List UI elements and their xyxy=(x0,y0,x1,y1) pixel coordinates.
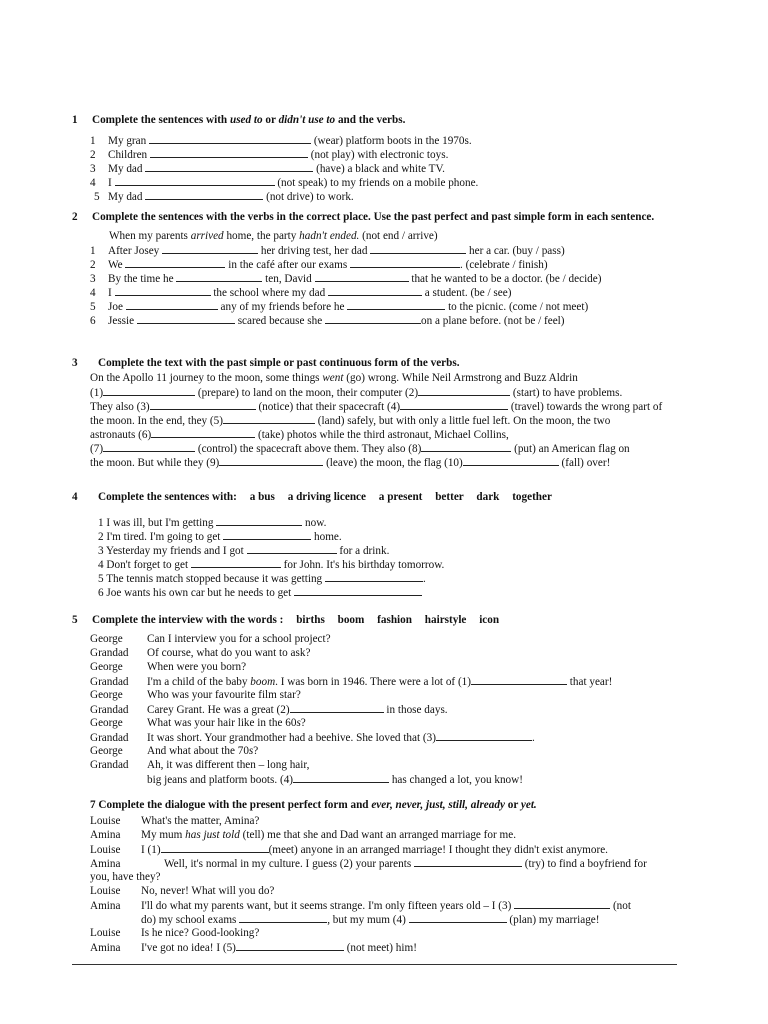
answer-blank[interactable] xyxy=(162,243,258,254)
answer-blank[interactable] xyxy=(216,515,302,526)
dialogue-line: you, have they? xyxy=(90,870,161,883)
word-option: hairstyle xyxy=(424,614,467,626)
list-item: 4 I the school where my dad a student. (be / see) xyxy=(90,286,512,299)
dialogue-line: Amina My mum has just told (tell) me that she and Dad want an arranged marriage for me. xyxy=(90,828,516,841)
exercise-7-heading: 7 Complete the dialogue with the present perfect form and ever, never, just, still, already or yet. xyxy=(90,799,537,811)
exercise-4 xyxy=(72,491,717,599)
dialogue-line: Louise I (1) (meet) anyone in an arranged marriage! I thought they didn't exist anymore. xyxy=(90,843,608,856)
list-item: 4 I (not speak) to my friends on a mobile phone. xyxy=(90,176,479,189)
answer-blank[interactable] xyxy=(223,413,315,424)
word-option: better xyxy=(435,491,464,503)
word-option: together xyxy=(512,491,552,503)
dialogue-line: Louise No, never! What will you do? xyxy=(90,884,275,897)
answer-blank[interactable] xyxy=(150,147,308,158)
answer-blank[interactable] xyxy=(145,161,313,172)
answer-blank[interactable] xyxy=(247,543,337,554)
answer-blank[interactable] xyxy=(125,257,225,268)
dialogue-line: George Can I interview you for a school project? xyxy=(90,632,331,645)
word-option: fashion xyxy=(377,614,412,626)
dialogue-line: George What was your hair like in the 60s? xyxy=(90,716,306,729)
exercise-1 xyxy=(72,114,717,203)
dialogue-line: Amina I'll do what my parents want, but it seems strange. I'm only fifteen years old – I (3) (not xyxy=(90,899,631,912)
answer-blank[interactable] xyxy=(145,189,263,200)
word-option: a present xyxy=(378,491,423,503)
answer-blank[interactable] xyxy=(115,285,211,296)
list-item: 3 My dad (have) a black and white TV. xyxy=(90,162,445,175)
answer-blank[interactable] xyxy=(294,585,422,596)
answer-blank[interactable] xyxy=(290,702,384,713)
answer-blank[interactable] xyxy=(418,385,510,396)
exercise-7 xyxy=(72,799,717,954)
example-sentence: When my parents arrived home, the party hadn't ended. (not end / arrive) xyxy=(109,229,438,242)
dialogue-line: George And what about the 70s? xyxy=(90,744,259,757)
dialogue-line: Amina I've got no idea! I (5) (not meet) him! xyxy=(90,941,417,954)
answer-blank[interactable] xyxy=(103,441,195,452)
word-option: dark xyxy=(476,491,500,503)
exercise-4-heading: 4 Complete the sentences with: a bus a driving licence a present better dark together xyxy=(72,491,552,503)
answer-blank[interactable] xyxy=(223,529,311,540)
dialogue-line: Grandad I'm a child of the baby boom. I was born in 1946. There were a lot of (1) that year! xyxy=(90,675,613,688)
answer-blank[interactable] xyxy=(414,856,522,867)
answer-blank[interactable] xyxy=(325,571,423,582)
list-item: 6 Joe wants his own car but he needs to get xyxy=(98,585,717,599)
answer-blank[interactable] xyxy=(409,912,507,923)
answer-blank[interactable] xyxy=(191,557,281,568)
exercise-2-heading: 2 Complete the sentences with the verbs in the correct place. Use the past perfect and past simple form in each sentence. xyxy=(72,211,655,223)
list-item: 2 We in the café after our exams . (celebrate / finish) xyxy=(90,258,548,271)
exercise-5 xyxy=(72,614,717,786)
answer-blank[interactable] xyxy=(150,399,256,410)
word-option: icon xyxy=(479,614,500,626)
word-option: boom xyxy=(337,614,365,626)
answer-blank[interactable] xyxy=(421,441,511,452)
interview-dialogue xyxy=(72,632,717,786)
answer-blank[interactable] xyxy=(161,842,269,853)
exercise-3 xyxy=(72,357,717,469)
list-item: 3 Yesterday my friends and I got for a drink. xyxy=(98,544,390,557)
exercise-1-items xyxy=(72,133,717,203)
exercise-number: 1 xyxy=(72,114,78,126)
dialogue-line: big jeans and platform boots. (4) has changed a lot, you know! xyxy=(147,773,523,786)
answer-blank[interactable] xyxy=(239,912,327,923)
answer-blank[interactable] xyxy=(103,385,195,396)
answer-blank[interactable] xyxy=(514,898,610,909)
footer-divider xyxy=(72,964,677,965)
answer-blank[interactable] xyxy=(236,940,344,951)
dialogue-line: George When were you born? xyxy=(90,660,247,673)
answer-blank[interactable] xyxy=(325,313,421,324)
answer-blank[interactable] xyxy=(370,243,466,254)
answer-blank[interactable] xyxy=(328,285,422,296)
answer-blank[interactable] xyxy=(293,772,389,783)
dialogue-line: Louise What's the matter, Amina? xyxy=(90,814,260,827)
dialogue-line: Grandad Carey Grant. He was a great (2) in those days. xyxy=(90,703,448,716)
exercise-2 xyxy=(72,211,717,327)
list-item: 5 My dad (not drive) to work. xyxy=(94,190,354,203)
answer-blank[interactable] xyxy=(219,455,323,466)
list-item: 1 I was ill, but I'm getting now. xyxy=(98,516,327,529)
list-item: 2 Children (not play) with electronic toys. xyxy=(90,148,449,161)
word-option: a driving licence xyxy=(287,491,366,503)
amina-dialogue xyxy=(90,814,717,954)
list-item: 5 The tennis match stopped because it was getting . xyxy=(98,572,426,585)
list-item: 3 By the time he ten, David that he wanted to be a doctor. (be / decide) xyxy=(90,272,602,285)
answer-blank[interactable] xyxy=(126,299,218,310)
list-item: 4 Don't forget to get for John. It's his birthday tomorrow. xyxy=(98,558,445,571)
list-item: 5 Joe any of my friends before he to the picnic. (come / not meet) xyxy=(90,300,589,313)
answer-blank[interactable] xyxy=(137,313,235,324)
exercise-3-heading: 3 Complete the text with the past simple or past continuous form of the verbs. xyxy=(72,357,460,369)
list-item: 6 Jessie scared because she on a plane before. (not be / feel) xyxy=(90,314,565,327)
list-item: 1 My gran (wear) platform boots in the 1970s. xyxy=(90,134,472,147)
apollo-text: On the Apollo 11 journey to the moon, some things went (go) wrong. While Neil Armstrong and Buzz Aldrin (1) (prepare) to land on the moon, their computer (2) (start) to have problems. They also (3) (notice) that their spacecraft (4) (travel) towards the wrong part of the moon. In the end, they (5) (land) safely, but with only a little fuel left. On the moon, the two astronauts (6) (take) photos while the third astronaut, Michael Collins, (7) (control) the spacecraft above them. They also (8) (put) an American flag on the moon. But while they (9) (leave) the moon, the flag (10) (fall) over! xyxy=(90,371,663,469)
dialogue-line: Louise Is he nice? Good-looking? xyxy=(90,926,260,939)
exercise-4-items xyxy=(72,515,717,599)
dialogue-line: Grandad Ah, it was different then – long hair, xyxy=(90,758,310,771)
dialogue-line: Grandad It was short. Your grandmother had a beehive. She loved that (3) . xyxy=(90,731,535,744)
dialogue-line: George Who was your favourite film star? xyxy=(90,688,301,701)
word-option: a bus xyxy=(249,491,275,503)
dialogue-line: Amina Well, it's normal in my culture. I guess (2) your parents (try) to find a boyfriend for xyxy=(90,857,647,870)
answer-blank[interactable] xyxy=(400,399,508,410)
answer-blank[interactable] xyxy=(115,175,275,186)
answer-blank[interactable] xyxy=(176,271,262,282)
answer-blank[interactable] xyxy=(471,674,567,685)
exercise-1-heading: 1 Complete the sentences with used to or didn't use to and the verbs. xyxy=(72,114,406,126)
answer-blank[interactable] xyxy=(151,427,255,438)
dialogue-line: Grandad Of course, what do you want to ask? xyxy=(90,646,311,659)
dialogue-line: do) my school exams , but my mum (4) (plan) my marriage! xyxy=(141,913,600,926)
exercise-5-heading: 5 Complete the interview with the words : births boom fashion hairstyle icon xyxy=(72,614,500,626)
answer-blank[interactable] xyxy=(347,299,445,310)
list-item: 2 I'm tired. I'm going to get home. xyxy=(98,530,342,543)
answer-blank[interactable] xyxy=(350,257,460,268)
word-option: births xyxy=(296,614,325,626)
answer-blank[interactable] xyxy=(436,730,532,741)
answer-blank[interactable] xyxy=(149,133,311,144)
list-item: 1 After Josey her driving test, her dad her a car. (buy / pass) xyxy=(90,244,565,257)
answer-blank[interactable] xyxy=(315,271,409,282)
answer-blank[interactable] xyxy=(463,455,559,466)
